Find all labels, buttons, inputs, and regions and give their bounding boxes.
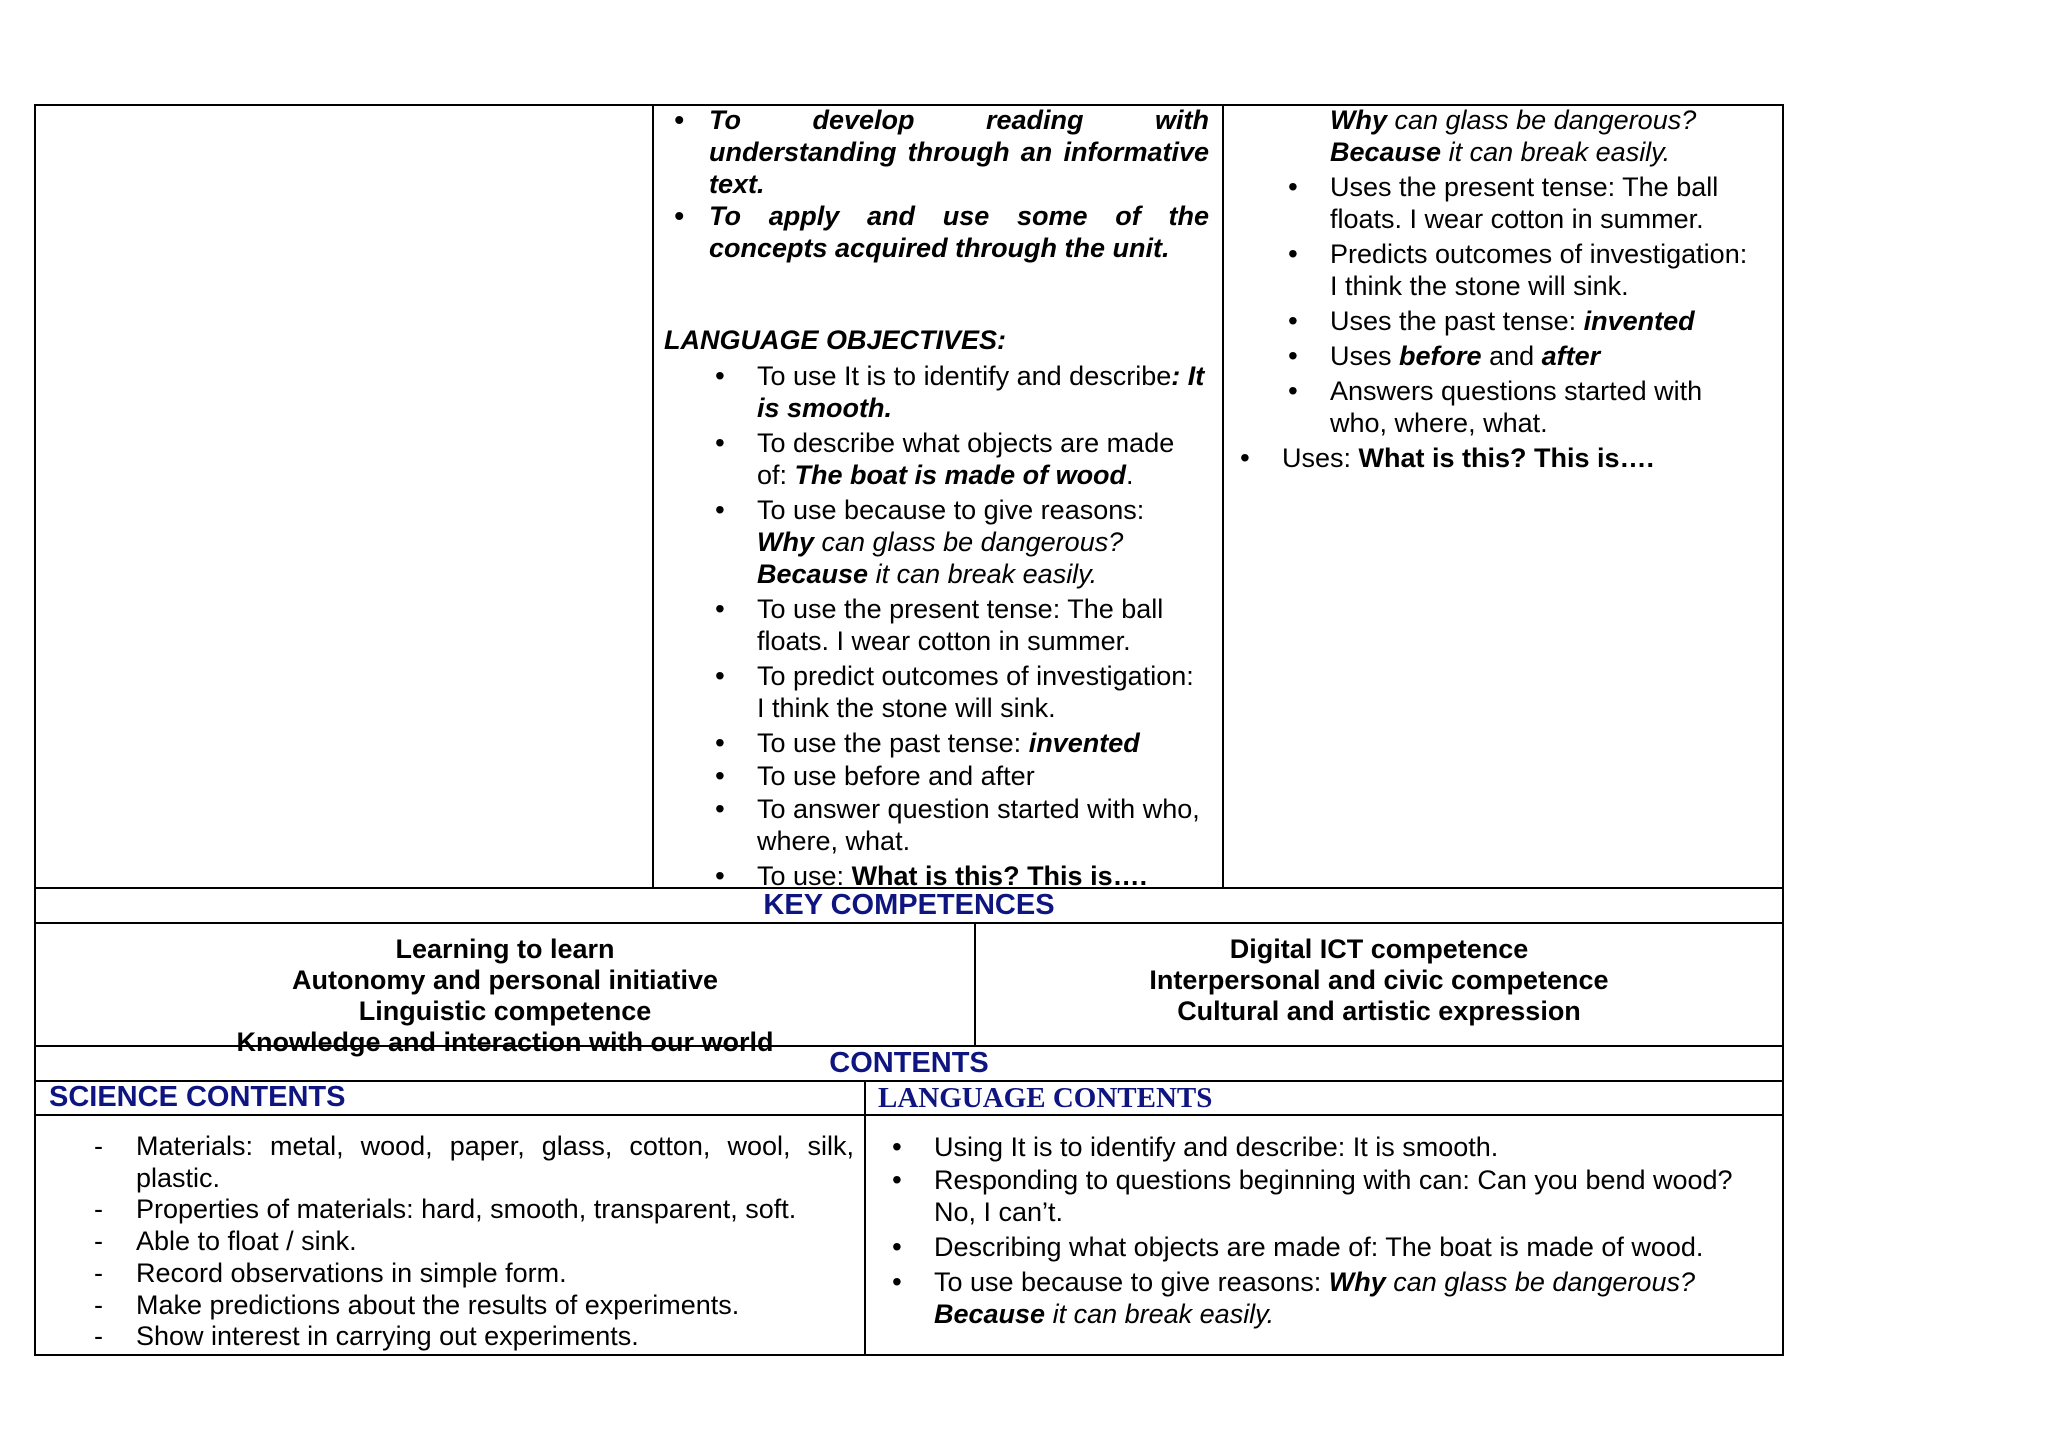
key-competences-left — [36, 934, 974, 1058]
col-divider-4 — [864, 1080, 866, 1356]
general-objective-1 — [664, 104, 1209, 200]
col-divider-1 — [652, 104, 654, 888]
general-objective-2 — [664, 200, 1209, 264]
competence-item: Cultural and artistic expression — [1177, 996, 1581, 1026]
col-divider-2 — [1222, 104, 1224, 888]
competence-item: Linguistic competence — [358, 996, 652, 1026]
criteria-item: • Uses: What is this? This is…. — [1282, 442, 1778, 474]
science-content-item: - Properties of materials: hard, smooth, transparent, soft. — [136, 1194, 854, 1226]
key-competences-right — [976, 934, 1782, 1027]
competence-item: Learning to learn — [395, 934, 615, 964]
objective-text: concepts acquired through the unit. — [709, 233, 1170, 263]
language-content-item: • Responding to questions beginning with can: Can you bend wood? No, I can’t. — [934, 1164, 1772, 1228]
objective-text: • To apply and use some of the — [709, 201, 1209, 231]
science-contents-heading: SCIENCE CONTENTS — [49, 1081, 346, 1113]
competence-item: Digital ICT competence — [1229, 934, 1529, 964]
science-content-item: - Show interest in carrying out experiments. — [136, 1321, 854, 1353]
row-divider-2 — [34, 922, 1782, 924]
criteria-item: • Answers questions started with who, where, what. — [1330, 375, 1778, 439]
language-contents-list — [882, 1131, 1772, 1330]
contents-heading: CONTENTS — [829, 1047, 989, 1079]
language-content-item: • Describing what objects are made of: The boat is made of wood. — [934, 1231, 1772, 1263]
objectives-cell — [664, 104, 1209, 892]
science-content-item: - Materials: metal, wood, paper, glass, cotton, wool, silk, plastic. — [136, 1131, 854, 1194]
science-content-item: - Record observations in simple form. — [136, 1258, 854, 1290]
science-content-item: - Able to float / sink. — [136, 1226, 854, 1258]
competence-item: Interpersonal and civic competence — [1149, 965, 1609, 995]
competence-item: Autonomy and personal initiative — [291, 965, 719, 995]
criteria-item: • Uses the present tense: The ball floats. I wear cotton in summer. — [1330, 171, 1778, 235]
language-objective-item: • To use the past tense: invented — [757, 727, 1209, 759]
language-objective-item: • To use It is to identify and describe: It is smooth. — [757, 360, 1209, 424]
language-objective-item: • To use because to give reasons: Why can glass be dangerous? Because it can break easily. — [757, 494, 1209, 590]
criteria-continued-text: Why can glass be dangerous? Because it can break easily. — [1330, 105, 1697, 167]
language-content-item: • To use because to give reasons: Why can glass be dangerous? Because it can break easily. — [934, 1266, 1772, 1330]
language-objective-item: • To use: What is this? This is…. — [757, 860, 1209, 892]
language-content-item: • Using It is to identify and describe: It is smooth. — [934, 1131, 1772, 1163]
criteria-cell — [1238, 104, 1778, 474]
language-objective-item: • To describe what objects are made of: The boat is made of wood. — [757, 427, 1209, 491]
key-competences-heading: KEY COMPETENCES — [763, 889, 1055, 921]
language-objective-item: • To predict outcomes of investigation: I think the stone will sink. — [757, 660, 1209, 724]
objective-text: • To develop reading with — [709, 105, 1209, 135]
language-objectives-heading: LANGUAGE OBJECTIVES: — [664, 325, 1007, 355]
science-contents-list — [136, 1131, 854, 1353]
language-contents-heading: LANGUAGE CONTENTS — [878, 1082, 1213, 1114]
objective-text: text. — [709, 169, 765, 199]
competence-item: Knowledge and interaction with our world — [236, 1027, 774, 1057]
criteria-item: • Uses before and after — [1330, 340, 1778, 372]
science-content-item: - Make predictions about the results of experiments. — [136, 1290, 854, 1322]
language-objective-item: • To use the present tense: The ball floats. I wear cotton in summer. — [757, 593, 1209, 657]
criteria-item: • Uses the past tense: invented — [1330, 305, 1778, 337]
language-objective-item: • To use before and after — [757, 760, 1209, 792]
criteria-item: • Predicts outcomes of investigation: I think the stone will sink. — [1330, 238, 1778, 302]
objective-text: understanding through an informative — [709, 137, 1209, 167]
language-objective-item: • To answer question started with who, where, what. — [757, 793, 1209, 857]
